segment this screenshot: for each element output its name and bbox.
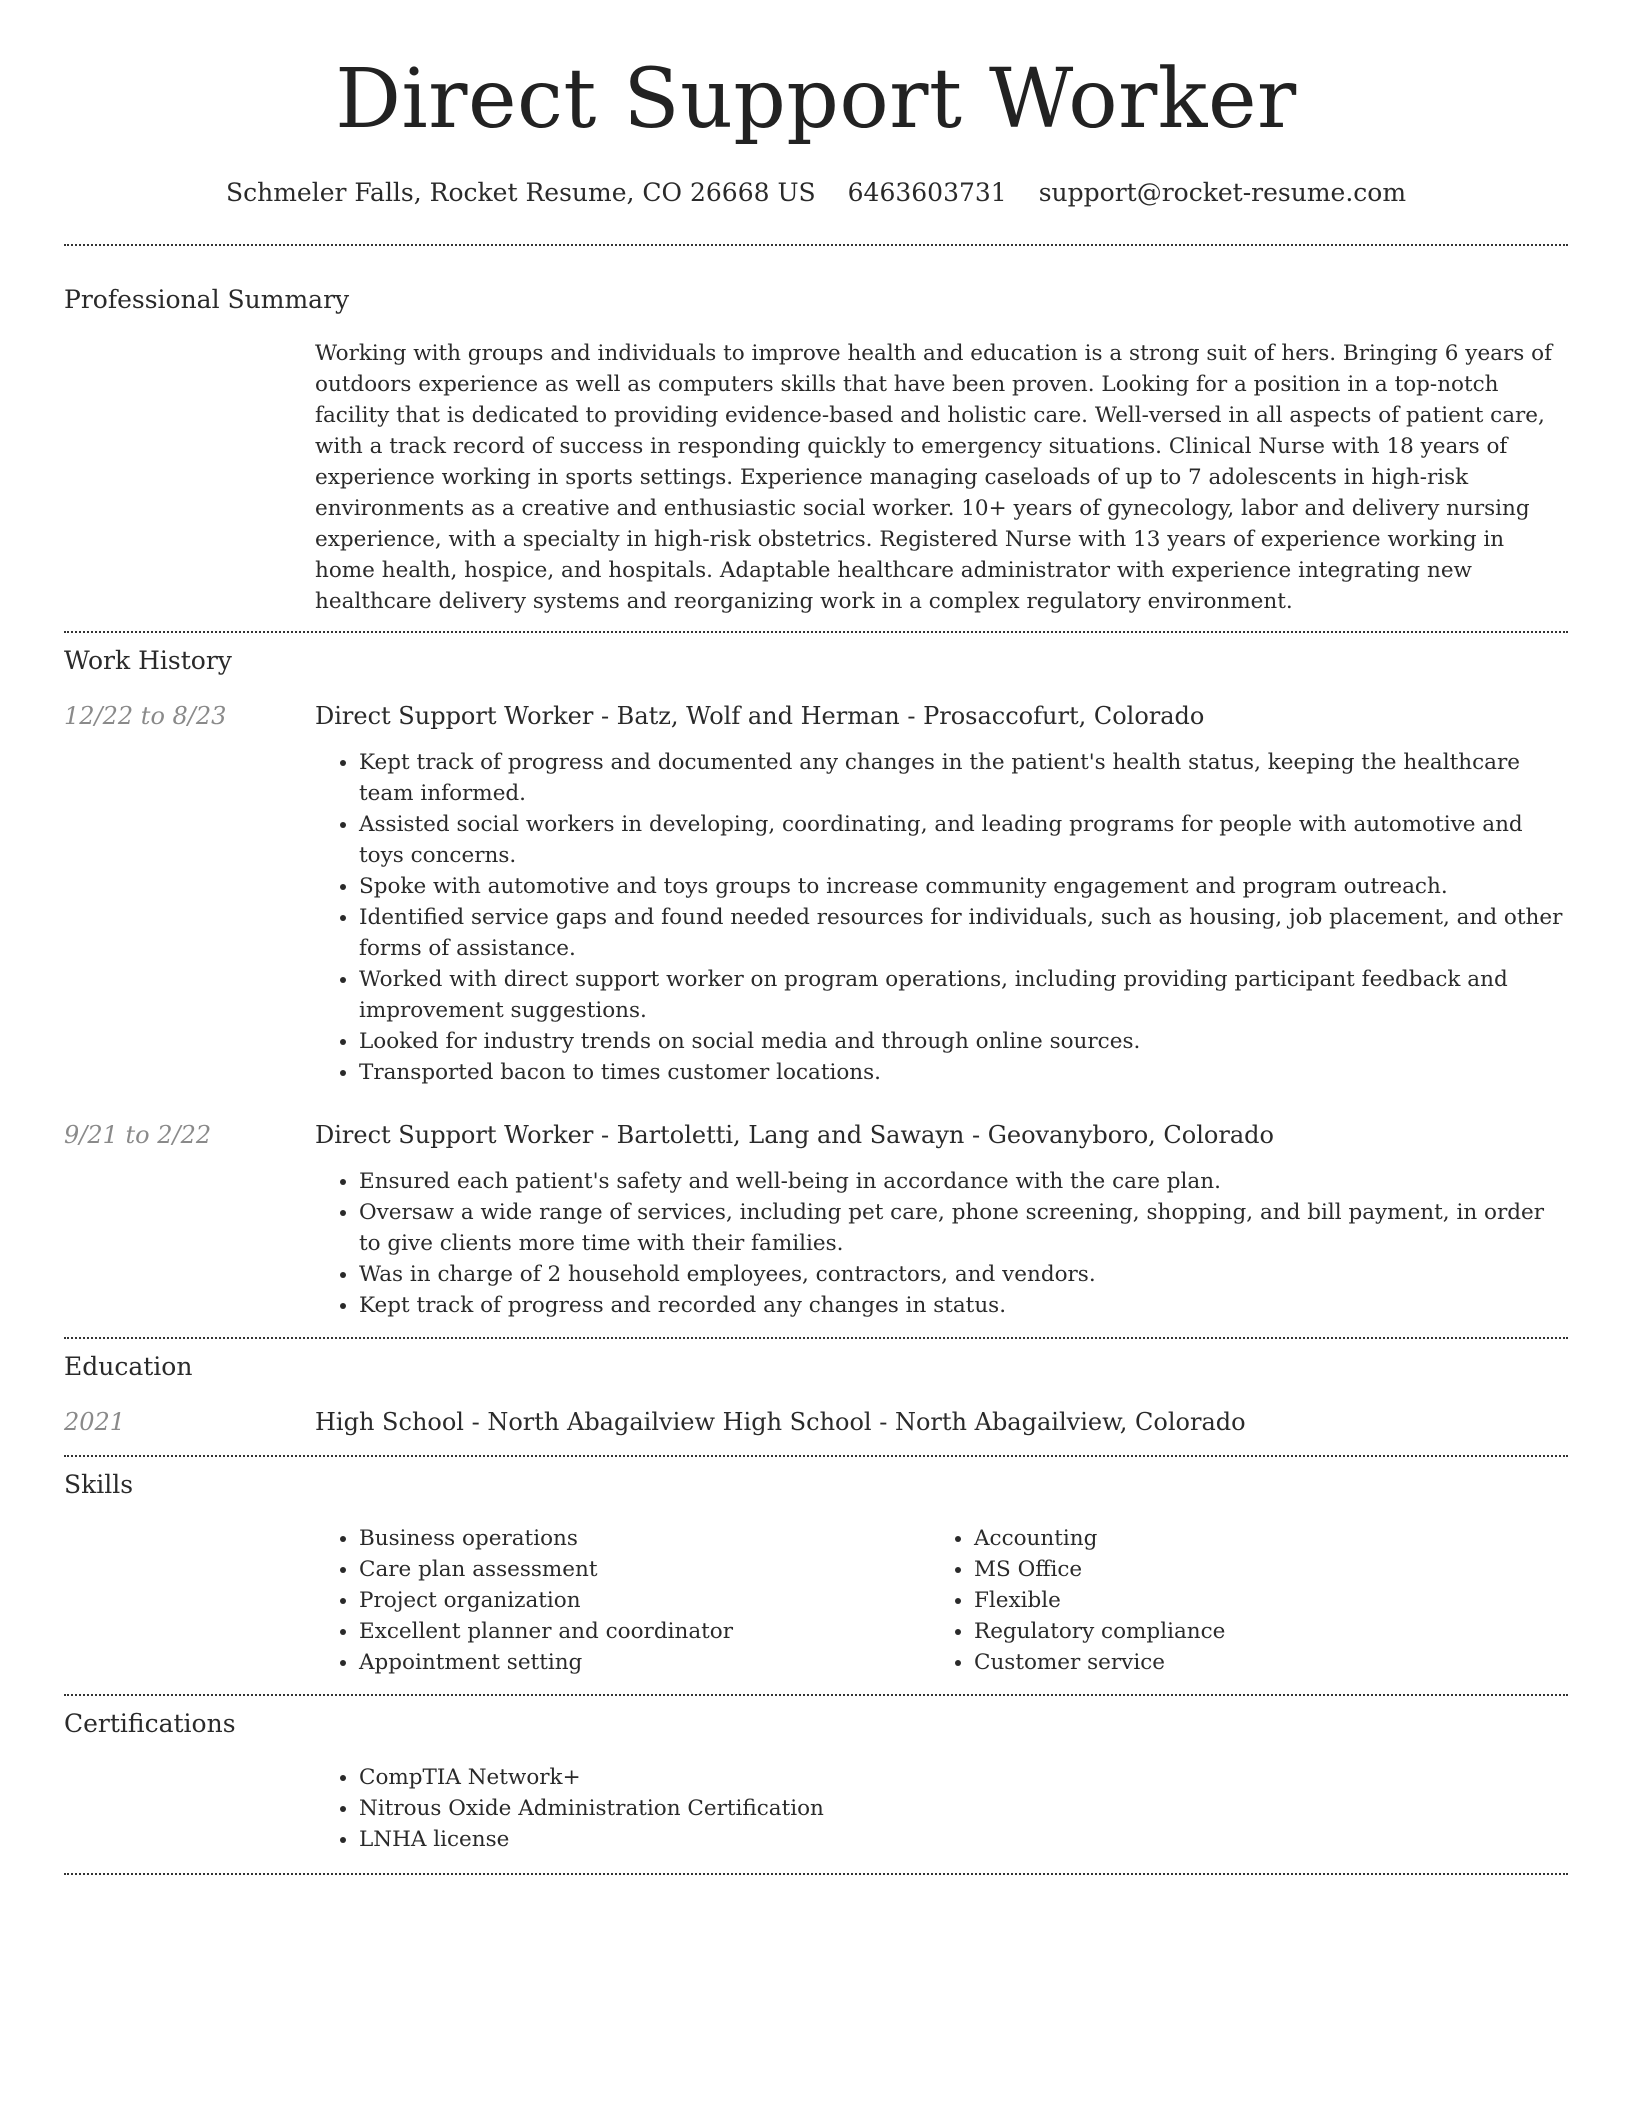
skill-item: • Business operations bbox=[359, 1523, 930, 1554]
skill-item: • MS Office bbox=[974, 1554, 1545, 1585]
job-bullets bbox=[315, 1166, 1568, 1321]
work-history-section bbox=[64, 633, 1568, 1321]
job-bullet: • Was in charge of 2 household employees, contractors, and vendors. bbox=[359, 1259, 1568, 1290]
section-title-skills: Skills bbox=[64, 1470, 134, 1499]
certification-item: • LNHA license bbox=[359, 1824, 1568, 1855]
contact-email: support@rocket-resume.com bbox=[1038, 178, 1407, 207]
certification-item: • CompTIA Network+ bbox=[359, 1762, 1568, 1793]
job-bullet: • Oversaw a wide range of services, including pet care, phone screening, shopping, and bill payment, in order to give clients more time with their families. bbox=[359, 1197, 1568, 1259]
candidate-name: Direct Support Worker bbox=[335, 52, 1297, 147]
skill-item: • Customer service bbox=[974, 1647, 1545, 1678]
job-bullet: • Assisted social workers in developing, coordinating, and leading programs for people with automotive and toys concerns. bbox=[359, 809, 1568, 871]
education-date: 2021 bbox=[64, 1408, 126, 1436]
skill-item: • Excellent planner and coordinator bbox=[359, 1616, 930, 1647]
job-date: 9/21 to 2/22 bbox=[64, 1121, 212, 1149]
skills-list-right bbox=[930, 1523, 1545, 1678]
job-title: Direct Support Worker - Bartoletti, Lang and Sawayn - Geovanyboro, Colorado bbox=[315, 1121, 1274, 1149]
job-bullet: • Kept track of progress and documented any changes in the patient's health status, keeping the healthcare team informed. bbox=[359, 747, 1568, 809]
job-bullet: • Worked with direct support worker on program operations, including providing participant feedback and improvement suggestions. bbox=[359, 964, 1568, 1026]
job-entry bbox=[64, 1118, 1568, 1321]
skill-item: • Accounting bbox=[974, 1523, 1545, 1554]
job-entry bbox=[64, 699, 1568, 1088]
job-bullet: • Spoke with automotive and toys groups to increase community engagement and program outreach. bbox=[359, 871, 1568, 902]
section-title-summary: Professional Summary bbox=[64, 285, 350, 314]
skills-section bbox=[64, 1457, 1568, 1678]
skill-item: • Project organization bbox=[359, 1585, 930, 1616]
job-bullet: • Looked for industry trends on social media and through online sources. bbox=[359, 1026, 1568, 1057]
job-bullet: • Transported bacon to times customer locations. bbox=[359, 1057, 1568, 1088]
job-bullet: • Ensured each patient's safety and well-being in accordance with the care plan. bbox=[359, 1166, 1568, 1197]
resume-header bbox=[64, 0, 1568, 210]
certification-item: • Nitrous Oxide Administration Certification bbox=[359, 1793, 1568, 1824]
divider bbox=[64, 1873, 1568, 1875]
certifications-list bbox=[315, 1762, 1568, 1855]
education-section bbox=[64, 1339, 1568, 1439]
certifications-section bbox=[64, 1696, 1568, 1855]
job-bullet: • Identified service gaps and found needed resources for individuals, such as housing, job placement, and other forms of assistance. bbox=[359, 902, 1568, 964]
contact-address: Schmeler Falls, Rocket Resume, CO 26668 US bbox=[225, 178, 816, 207]
skill-item: • Regulatory compliance bbox=[974, 1616, 1545, 1647]
job-bullet: • Kept track of progress and recorded any changes in status. bbox=[359, 1290, 1568, 1321]
job-bullets bbox=[315, 747, 1568, 1088]
skill-item: • Flexible bbox=[974, 1585, 1545, 1616]
contact-phone: 6463603731 bbox=[847, 178, 1007, 207]
education-entry: High School - North Abagailview High School - North Abagailview, Colorado bbox=[315, 1408, 1246, 1436]
summary-section bbox=[64, 246, 1568, 617]
section-title-education: Education bbox=[64, 1352, 193, 1381]
skill-item: • Appointment setting bbox=[359, 1647, 930, 1678]
contact-line bbox=[64, 176, 1568, 210]
summary-text: Working with groups and individuals to improve health and education is a strong suit of hers. Bringing 6 years of outdoors experience as well as computers skills that have been proven. Looking for a position in a top-notch facility that is dedicated to providing evidence-based and holistic care. Well-versed in all aspects of patient care, with a track record of success in responding quickly to emergency situations. Clinical Nurse with 18 years of experience working in sports settings. Experience managing caseloads of up to 7 adolescents in high-risk environments as a creative and enthusiastic social worker. 10+ years of gynecology, labor and delivery nursing experience, with a specialty in high-risk obstetrics. Registered Nurse with 13 years of experience working in home health, hospice, and hospitals. Adaptable healthcare administrator with experience integrating new healthcare delivery systems and reorganizing work in a complex regulatory environment. bbox=[315, 341, 1553, 614]
skills-list-left bbox=[315, 1523, 930, 1678]
skill-item: • Care plan assessment bbox=[359, 1554, 930, 1585]
section-title-work-history: Work History bbox=[64, 646, 232, 675]
job-title: Direct Support Worker - Batz, Wolf and Herman - Prosaccofurt, Colorado bbox=[315, 702, 1205, 730]
job-date: 12/22 to 8/23 bbox=[64, 702, 227, 730]
section-title-certifications: Certifications bbox=[64, 1709, 236, 1738]
